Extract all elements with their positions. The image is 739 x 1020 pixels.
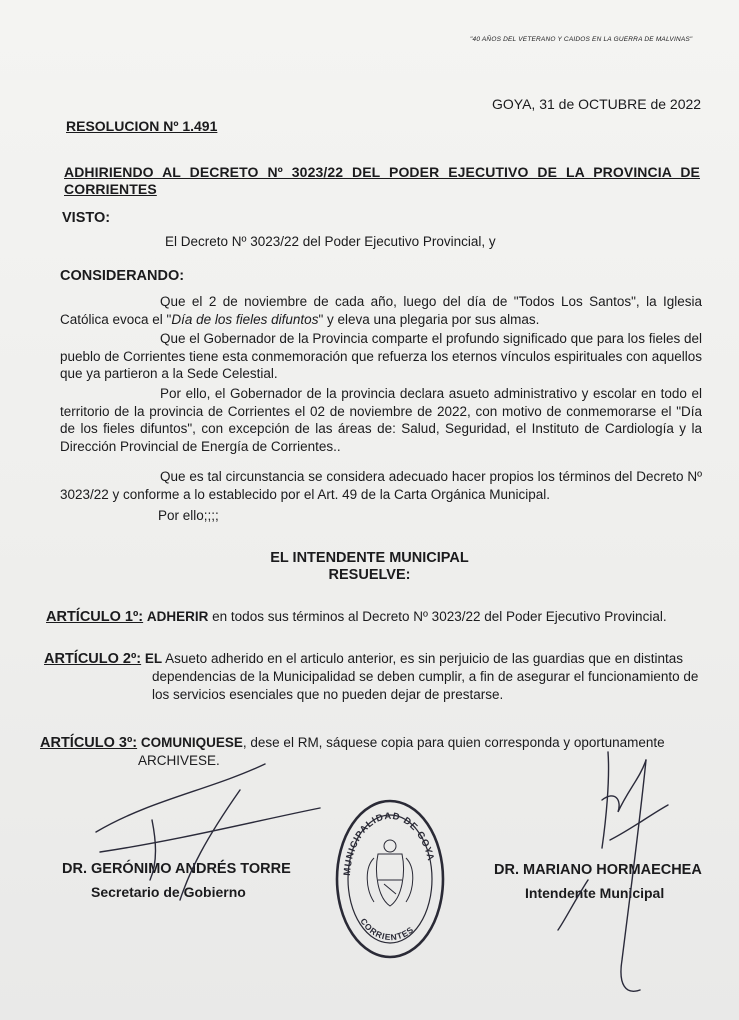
seal-bottom-text: CORRIENTES	[358, 916, 416, 943]
resolution-number: RESOLUCION Nº 1.491	[66, 118, 218, 134]
considerando-paragraph-4: Que es tal circunstancia se considera adecuado hacer propios los términos del Decreto Nº 3023/22 y conforme a lo establecido por el Art. 49 de la Carta Orgánica Municipal.	[60, 469, 702, 502]
considerando-paragraph-1: Que el 2 de noviembre de cada año, luego del día de "Todos Los Santos", la Iglesia Católica evoca el "Día de los fieles difuntos" y eleva una plegaria por sus almas.	[60, 294, 702, 327]
article-3: ARTÍCULO 3º: COMUNIQUESE, dese el RM, sáquese copia para quien corresponda y oportunamente ARCHIVESE.	[40, 735, 665, 768]
article-1: ARTÍCULO 1º: ADHERIR en todos sus términos al Decreto Nº 3023/22 del Poder Ejecutivo Provincial.	[46, 609, 667, 625]
left-signature-stroke-4	[100, 808, 320, 852]
left-signature-stroke-2	[150, 820, 156, 880]
por-ello: Por ello;;;;	[158, 508, 219, 523]
considerando-paragraph-2: Que el Gobernador de la Provincia comparte el profundo significado que para los fieles del pueblo de Corrientes tiene esta conmemoración que refuerza los eternos vínculos espirituales con aquellos que ya partieron a la Sede Celestial.	[60, 331, 702, 381]
intendente-title: EL INTENDENTE MUNICIPAL	[270, 550, 469, 566]
left-signatory-title: Secretario de Gobierno	[91, 884, 246, 900]
visto-text: El Decreto Nº 3023/22 del Poder Ejecutivo Provincial, y	[165, 234, 496, 249]
considerando-paragraph-3: Por ello, el Gobernador de la provincia declara asueto administrativo y escolar en todo el territorio de la provincia de Corrientes el 02 de noviembre de 2022, con motivo de conmemorarse el "Día de los fieles difuntos", con excepción de las áreas de: Salud, Seguridad, el Instituto de Cardiología y la Dirección Provincial de Energía de Corrientes..	[60, 386, 702, 454]
right-signature-stroke-4	[558, 880, 588, 930]
left-signatory-name: DR. GERÓNIMO ANDRÉS TORRE	[62, 861, 291, 877]
resuelve-title: RESUELVE:	[328, 567, 411, 583]
right-signatory-title: Intendente Municipal	[525, 885, 665, 901]
right-signatory-name: DR. MARIANO HORMAECHEA	[494, 862, 702, 878]
article-2: ARTÍCULO 2º: EL Asueto adherido en el articulo anterior, es sin perjuicio de las guardias que en distintas dependencias de la Municipalidad se deben cumplir, a fin de asegurar el funcionamiento de los servicios esenciales que no pueden dejar de prestarse.	[44, 651, 699, 702]
document-date: GOYA, 31 de OCTUBRE de 2022	[492, 96, 702, 112]
left-signature-stroke-3	[180, 790, 240, 900]
seal-top-text: MUNICIPALIDAD DE GOYA	[341, 810, 437, 877]
resolution-subject: ADHIRIENDO AL DECRETO Nº 3023/22 DEL PODER EJECUTIVO DE LA PROVINCIA DE CORRIENTES	[64, 164, 700, 197]
visto-heading: VISTO:	[62, 210, 111, 226]
municipal-seal	[334, 798, 446, 960]
left-signature-stroke-1	[96, 764, 265, 832]
considerando-heading: CONSIDERANDO:	[60, 268, 185, 284]
commemorative-motto: "40 AÑOS DEL VETERANO Y CAIDOS EN LA GUERRA DE MALVINAS"	[470, 36, 693, 43]
right-signature-stroke-3	[621, 760, 646, 991]
coat-of-arms-icon	[367, 840, 413, 906]
